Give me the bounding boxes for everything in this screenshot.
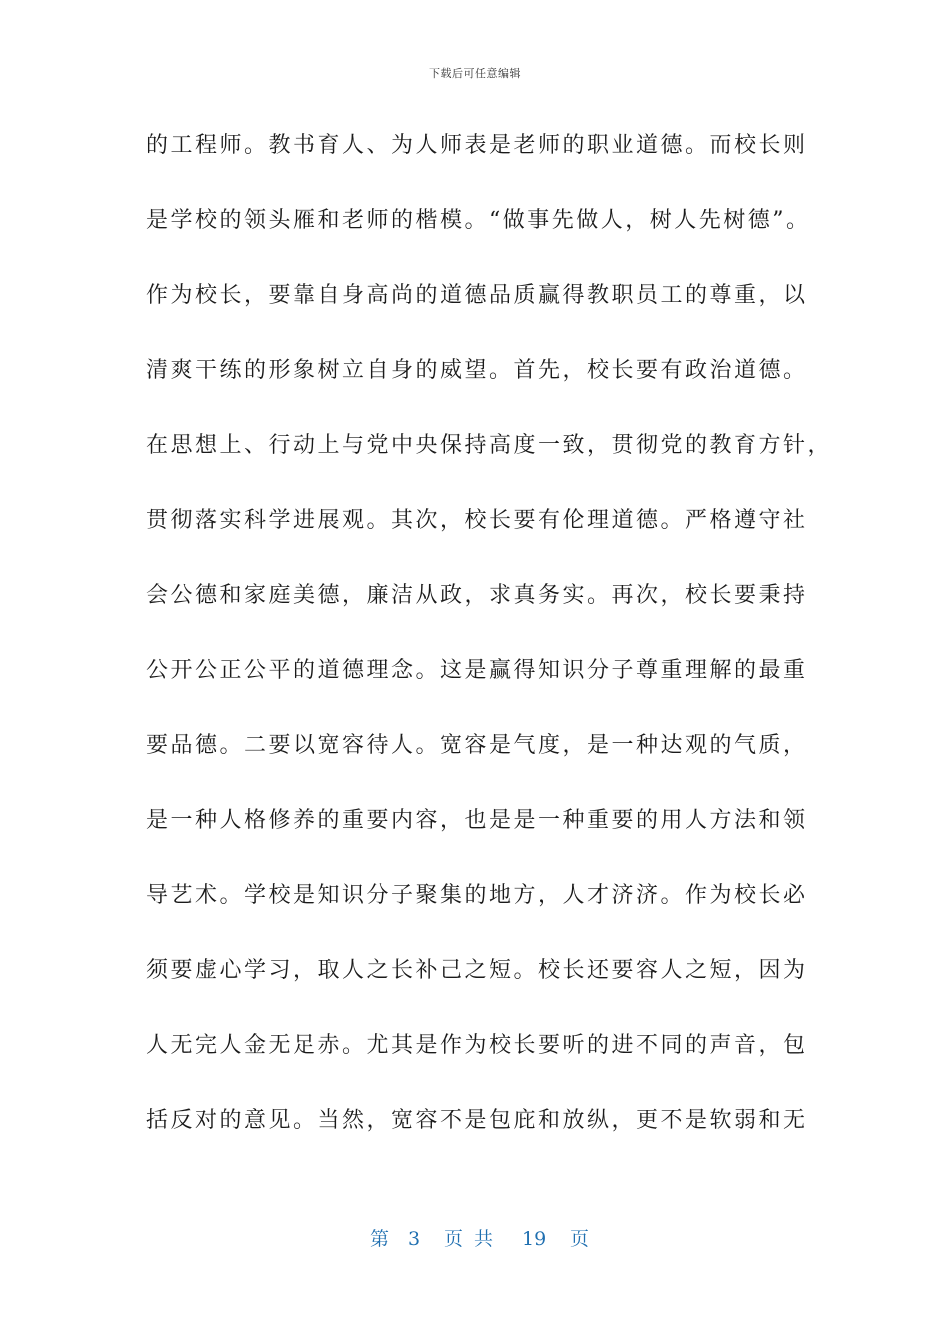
text-line: 会公德和家庭美德，廉洁从政，求真务实。再次，校长要秉持 — [146, 583, 808, 608]
text-line: 的工程师。教书育人、为人师表是老师的职业道德。而校长则 — [146, 133, 808, 158]
text-line: 括反对的意见。当然，宽容不是包庇和放纵，更不是软弱和无 — [146, 1108, 808, 1133]
text-line: 公开公正公平的道德理念。这是赢得知识分子尊重理解的最重 — [146, 658, 808, 683]
footer-label-first: 第 — [370, 1228, 390, 1250]
text-line: 人无完人金无足赤。尤其是作为校长要听的进不同的声音，包 — [146, 1033, 808, 1058]
text-line: 清爽干练的形象树立自身的威望。首先，校长要有政治道德。 — [146, 358, 808, 383]
text-line: 要品德。二要以宽容待人。宽容是气度，是一种达观的气质， — [146, 733, 808, 758]
text-line: 须要虚心学习，取人之长补己之短。校长还要容人之短，因为 — [146, 958, 808, 983]
current-page-number: 3 — [408, 1228, 421, 1250]
text-line: 导艺术。学校是知识分子聚集的地方，人才济济。作为校长必 — [146, 883, 808, 908]
body-text — [146, 127, 833, 1177]
text-line: 是一种人格修养的重要内容，也是是一种重要的用人方法和领 — [146, 808, 808, 833]
total-page-number: 19 — [522, 1228, 547, 1250]
header-note: 下载后可任意编辑 — [429, 67, 521, 80]
text-line: 在思想上、行动上与党中央保持高度一致，贯彻党的教育方针， — [146, 433, 833, 458]
footer-label-middle: 页 — [444, 1228, 464, 1250]
footer-label-last: 页 — [570, 1228, 590, 1250]
text-line: 作为校长，要靠自身高尚的道德品质赢得教职员工的尊重，以 — [146, 283, 808, 308]
page-footer — [370, 1226, 589, 1252]
footer-label-total: 共 — [474, 1228, 494, 1250]
text-line: 贯彻落实科学进展观。其次，校长要有伦理道德。严格遵守社 — [146, 508, 808, 533]
text-line: 是学校的领头雁和老师的楷模。“做事先做人，树人先树德”。 — [146, 208, 811, 233]
